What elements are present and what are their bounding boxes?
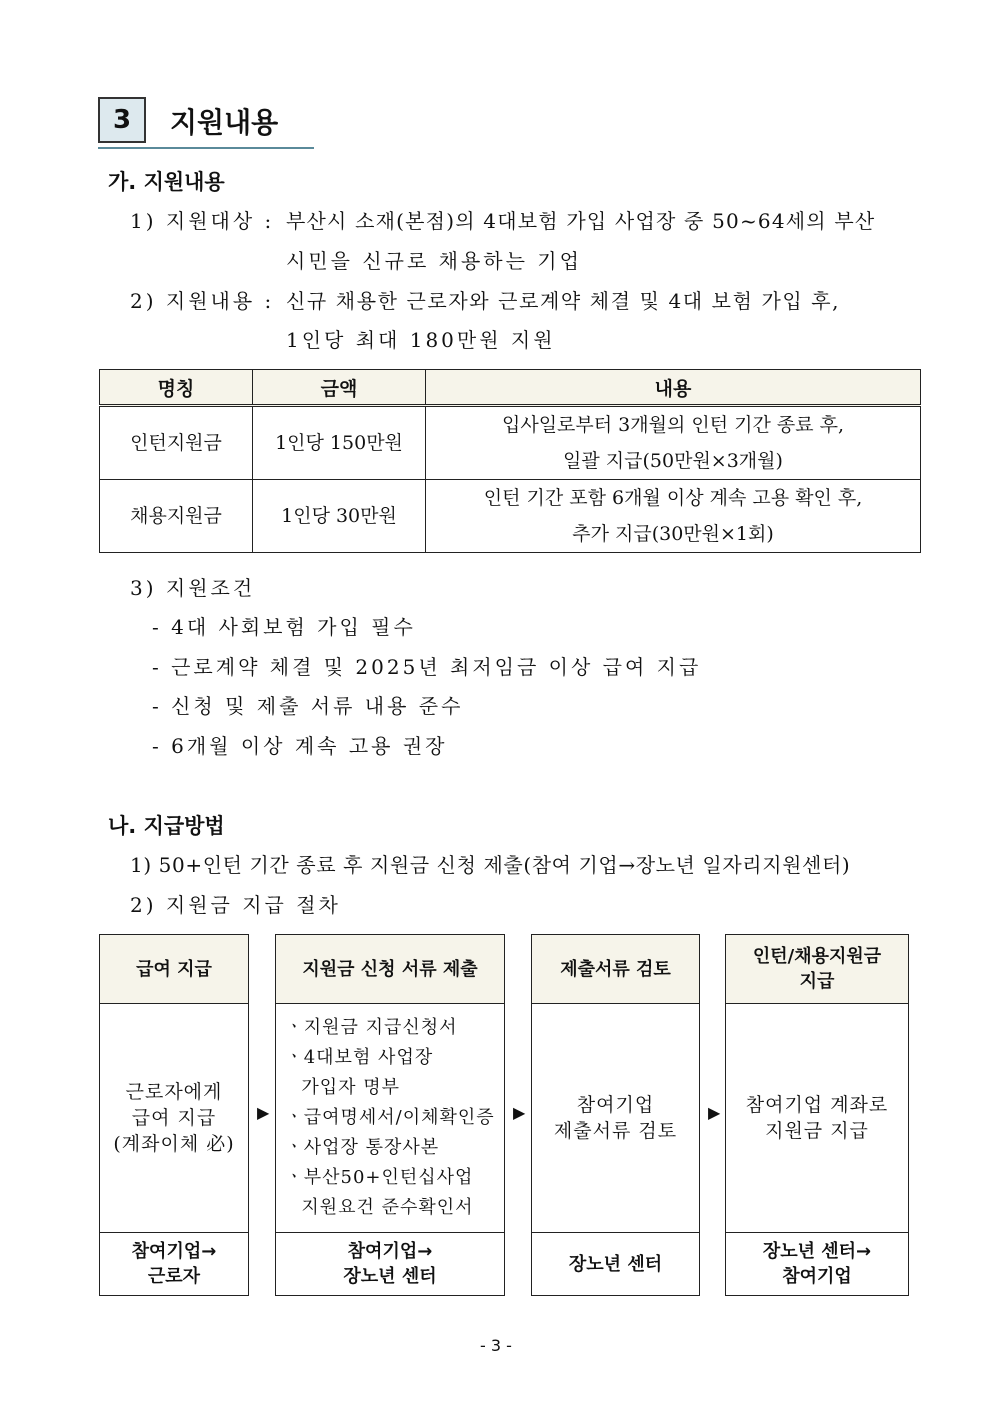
part-b-item1: 1) 50+인턴 기간 종료 후 지원금 신청 제출(참여 기업→장노년 일자리지원센터) bbox=[130, 853, 851, 877]
condition-item: - 4대 사회보험 가입 필수 bbox=[152, 615, 416, 639]
flow-body-line: 급여 지급 bbox=[131, 1107, 217, 1129]
flow-arrow-icon: ▶ bbox=[513, 1103, 526, 1122]
condition-item: - 6개월 이상 계속 고용 권장 bbox=[152, 734, 448, 758]
support-table bbox=[99, 369, 921, 553]
flow-body-line: (계좌이체 必) bbox=[113, 1133, 235, 1155]
section-number: 3 bbox=[98, 97, 146, 143]
item1-label: 1) 지원대상 : bbox=[130, 209, 275, 233]
condition-item: - 신청 및 제출 서류 내용 준수 bbox=[152, 694, 464, 718]
document-item: ㆍ급여명세서/이체확인증 bbox=[285, 1107, 495, 1128]
header-content: 내용 bbox=[426, 370, 921, 406]
item1-line1: 부산시 소재(본점)의 4대보험 가입 사업장 중 50~64세의 부산 bbox=[286, 209, 876, 233]
flow-step-application bbox=[275, 934, 505, 1296]
flow-step-footer bbox=[276, 1232, 504, 1295]
table-row bbox=[100, 480, 921, 553]
flow-arrow-icon: ▶ bbox=[257, 1103, 270, 1122]
flow-body-line: 참여기업 bbox=[576, 1094, 655, 1116]
document-item: ㆍ사업장 통장사본 bbox=[285, 1137, 440, 1158]
flow-step-footer bbox=[726, 1232, 908, 1295]
row-content-line2: 추가 지급(30만원×1회) bbox=[572, 523, 774, 545]
document-item: ㆍ4대보험 사업장 bbox=[285, 1047, 434, 1068]
row-content bbox=[426, 406, 921, 480]
row-content bbox=[426, 480, 921, 553]
flow-step-footer bbox=[100, 1232, 248, 1295]
flow-footer-line: 장노년 센터 bbox=[343, 1266, 437, 1287]
flow-step-title: 지원금 신청 서류 제출 bbox=[276, 935, 504, 1004]
flow-footer-line: 참여기업 bbox=[782, 1266, 852, 1287]
flow-step-payment bbox=[725, 934, 909, 1296]
row-amount: 1인당 30만원 bbox=[253, 480, 426, 553]
document-item: 지원요건 준수확인서 bbox=[301, 1197, 474, 1218]
table-header-row bbox=[100, 370, 921, 406]
row-content-line1: 인턴 기간 포함 6개월 이상 계속 고용 확인 후, bbox=[483, 487, 863, 509]
document-item: ㆍ부산50+인턴십사업 bbox=[285, 1167, 474, 1188]
flow-step-footer bbox=[532, 1232, 699, 1295]
flow-body-line: 지원금 지급 bbox=[765, 1120, 869, 1142]
flow-step-review bbox=[531, 934, 700, 1296]
item2-label: 2) 지원내용 : bbox=[130, 289, 275, 313]
row-name: 채용지원금 bbox=[100, 480, 253, 553]
conditions-label: 3) 지원조건 bbox=[130, 576, 256, 600]
flow-step-body bbox=[100, 1004, 248, 1232]
item1-line2: 시민을 신규로 채용하는 기업 bbox=[286, 249, 582, 273]
flow-step-title: 제출서류 검토 bbox=[532, 935, 699, 1004]
flow-footer-line: 장노년 센터 bbox=[568, 1253, 663, 1275]
flow-body-line: 근로자에게 bbox=[125, 1081, 223, 1103]
header-amount: 금액 bbox=[253, 370, 426, 406]
flow-title-line: 지급 bbox=[799, 971, 835, 992]
item2-line1: 신규 채용한 근로자와 근로계약 체결 및 4대 보험 가입 후, bbox=[286, 289, 841, 313]
flow-footer-line: 장노년 센터→ bbox=[762, 1241, 872, 1262]
flow-step-body bbox=[276, 1004, 504, 1232]
row-content-line2: 일괄 지급(50만원×3개월) bbox=[563, 450, 783, 472]
part-a-heading: 가. 지원내용 bbox=[108, 170, 225, 194]
flow-footer-line: 참여기업→ bbox=[347, 1241, 433, 1262]
document-item: ㆍ지원금 지급신청서 bbox=[285, 1017, 458, 1038]
flow-body-line: 참여기업 계좌로 bbox=[745, 1094, 889, 1116]
document-item: 가입자 명부 bbox=[301, 1077, 400, 1098]
part-b-item2: 2) 지원금 지급 절차 bbox=[130, 893, 341, 917]
flow-step-body bbox=[532, 1004, 699, 1232]
part-b-heading: 나. 지급방법 bbox=[108, 814, 225, 838]
flow-step-title: 급여 지급 bbox=[100, 935, 248, 1004]
flow-body-line: 제출서류 검토 bbox=[553, 1120, 678, 1142]
flow-arrow-icon: ▶ bbox=[708, 1103, 721, 1122]
flow-step-salary bbox=[99, 934, 249, 1296]
row-amount: 1인당 150만원 bbox=[253, 406, 426, 480]
flow-step-title bbox=[726, 935, 908, 1004]
section-header bbox=[98, 97, 314, 149]
row-name: 인턴지원금 bbox=[100, 406, 253, 480]
header-name: 명칭 bbox=[100, 370, 253, 406]
flow-footer-line: 참여기업→ bbox=[131, 1241, 217, 1262]
item2-line2: 1인당 최대 180만원 지원 bbox=[286, 328, 556, 352]
row-content-line1: 입사일로부터 3개월의 인턴 기간 종료 후, bbox=[502, 414, 844, 436]
section-title: 지원내용 bbox=[170, 106, 279, 139]
table-row bbox=[100, 406, 921, 480]
condition-item: - 근로계약 체결 및 2025년 최저임금 이상 급여 지급 bbox=[152, 655, 702, 679]
page-number: - 3 - bbox=[480, 1336, 512, 1355]
flow-step-body bbox=[726, 1004, 908, 1232]
flow-footer-line: 근로자 bbox=[147, 1266, 201, 1287]
flow-title-line: 인턴/채용지원금 bbox=[752, 946, 882, 967]
document-list bbox=[285, 1013, 494, 1223]
